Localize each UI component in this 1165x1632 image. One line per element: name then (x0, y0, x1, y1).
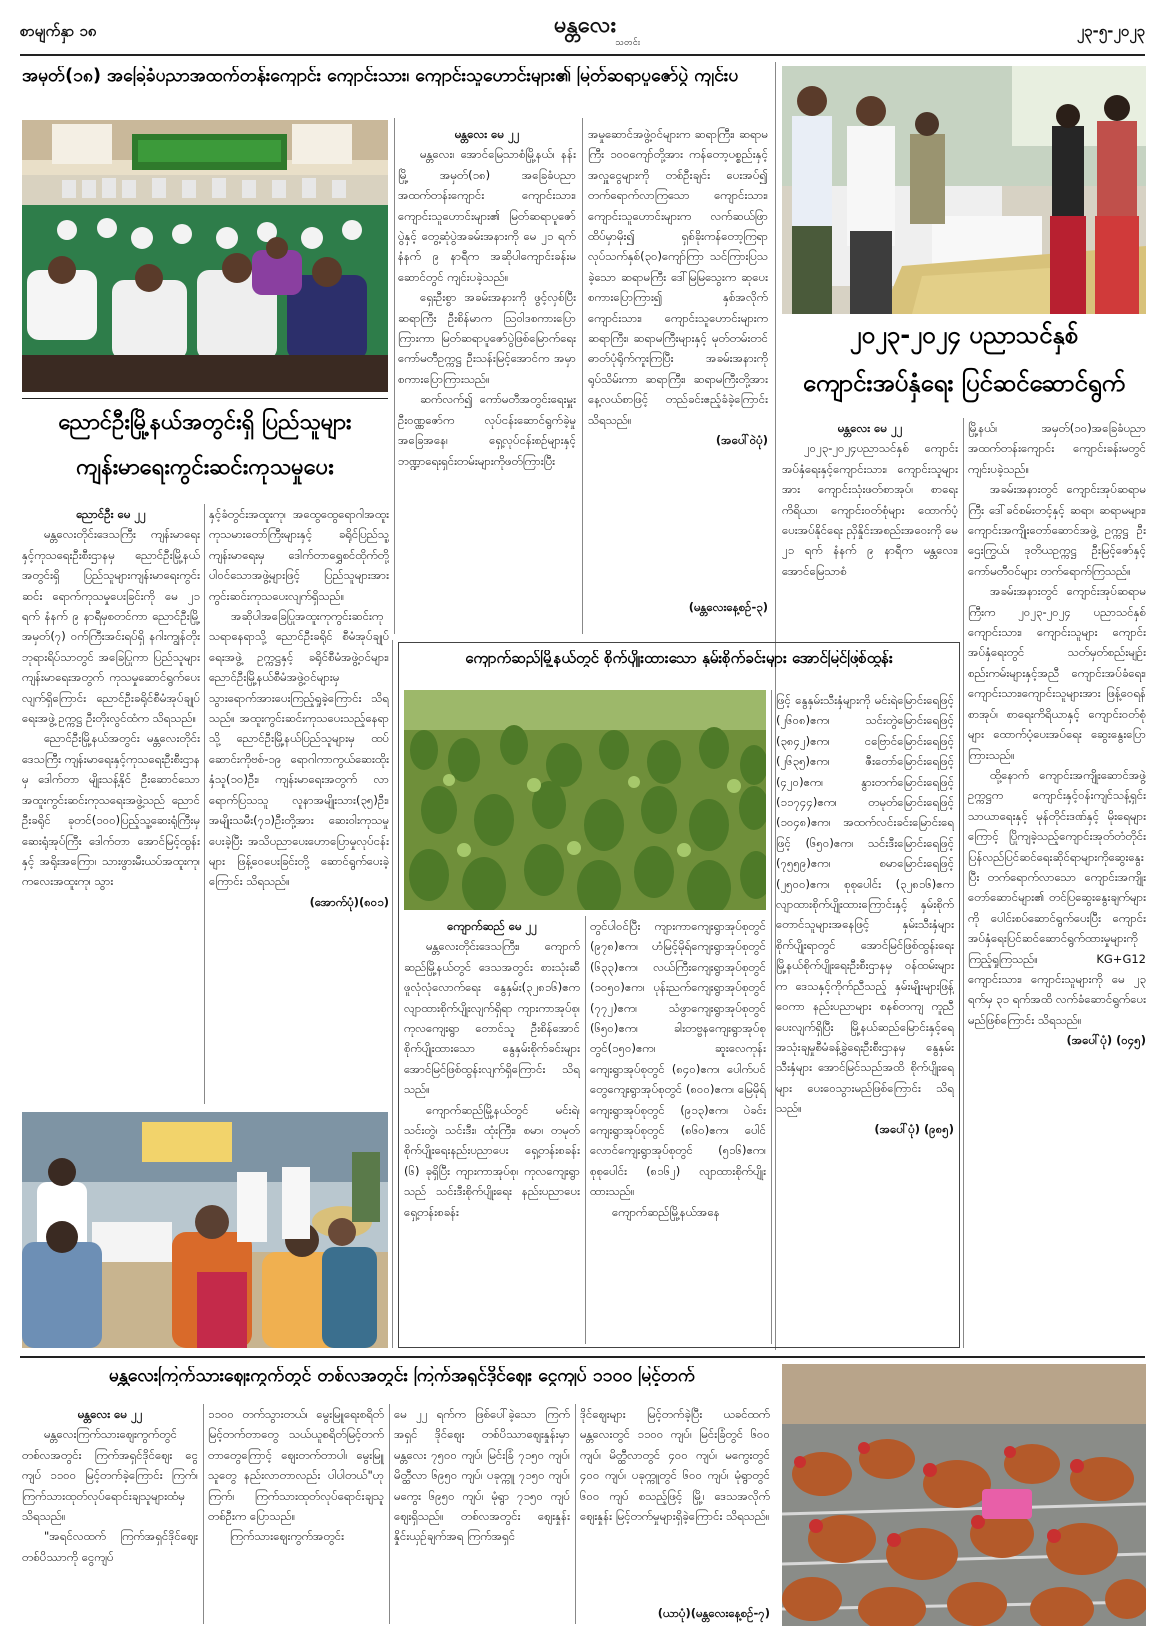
col-rule (203, 1404, 204, 1624)
story4-column-2 (590, 916, 766, 1346)
story3-column-1 (782, 418, 958, 618)
story1-paragraph: မန္တလေး၊ အောင်မြေသာစံမြို့နယ်၊ နန်းမြို့ အမှတ်(၁၈) အခြေခံပညာအထက်တန်းကျောင်း ကျောင်းသား၊ ကျောင်းသူဟောင်းများ၏ မြတ်ဆရာပူဇော်ပွဲနှင့် တွေ့ဆုံပွဲအခမ်းအနားကို မေ ၂၁ ရက် နံနက် ၉ နာရီက အဆိုပါကျောင်းခန်းမဆောင်တွင် ကျင်းပခဲ့သည်။ (398, 147, 576, 284)
story5-column-2 (208, 1404, 384, 1626)
story2-headline-line1: ညောင်ဦးမြို့နယ်အတွင်းရှိ ပြည်သူများ (58, 410, 352, 435)
story2-dateline: ညောင်ဦး မေ ၂၂ (76, 507, 146, 521)
logo-text: မန္တလေး (553, 12, 617, 38)
story1-column-1 (398, 124, 576, 634)
story2-column-2 (209, 504, 389, 1104)
col-rule (394, 118, 395, 634)
col-rule (204, 504, 205, 1104)
story2-paragraph: ညောင်ဦးမြို့နယ်အတွင်း မန္တလေးတိုင်းဒေသကြီး ကျန်းမာရေးနှင့်ကုသရေးဦးစီးဌာနမှ ဒေါက်တာ မျိုးသန့်နိုင် ဦးဆောင်သော အထူးကွင်းဆင်းကုသရေးအဖွဲ့သည် ညောင်ဦးခရိုင် ခုတင်(၁၀၀)ပြည့်သူ့ဆေးရုံကြီးမှ ဆေးရုံအုပ်ကြီး ဒေါက်တာ အောင်မြင့်ထွန်းနှင့် အရိုးအကြော၊ သားဖွားမီးယပ်အထူးကု၊ ကလေးအထူးကု၊ သွား (22, 731, 200, 889)
story1-dateline: မန္တလေး မေ ၂၂ (454, 127, 520, 141)
story5-credit: (ယာပုံ)(မန္တလေးနေ့စဉ်-၇) (657, 1606, 770, 1620)
logo-subtitle: သတင်း (615, 38, 640, 48)
masthead-rule (20, 54, 1145, 56)
story1-column-2 (588, 124, 768, 594)
story5-dateline: မန္တလေး မေ ၂၂ (77, 1407, 143, 1421)
story3-credit: (အပေါ်ပုံ) (၀၄၅) (1066, 1033, 1146, 1048)
story5-paragraph: "အရင်လထက် ကြက်အရှင်ဒိုင်ဈေး တစ်ပိဿာကို ငွေကျပ် (22, 1529, 198, 1564)
story4-column-3 (776, 690, 954, 1346)
col-rule (582, 118, 583, 634)
story5-column-1 (22, 1404, 198, 1626)
story2-paragraph: နှင့်ခံတွင်းအထူးကု၊ အထွေထွေရောဂါအထူးကုသမားတော်ကြီးများနှင့် ခရိုင်ပြည်သူ့ကျန်းမာရေးမှ ဒေါက်တာရွှေစင်ထိုက်တို့ပါဝင်သောအဖွဲ့များဖြင့် ပြည်သူများအား ကွင်းဆင်းကုသပေးလျက်ရှိသည်။ (209, 507, 389, 603)
story3-dateline: မန္တလေး မေ ၂၂ (837, 421, 903, 435)
story2-paragraph: မန္တလေးတိုင်းဒေသကြီး ကျန်းမာရေးနှင့်ကုသရေးဦးစီးဌာနမှ ညောင်ဦးမြို့နယ်အတွင်းရှိ ပြည်သူများကျန်းမာရေးကွင်းဆင်း ရောက်ကုသမှုပေးခြင်းကို မေ ၂၁ ရက် နံနက် ၉ နာရီမှစတင်ကာ ညောင်ဦးမြို့ အမှတ်(၇) ဝက်ကြီးအင်းရပ်ရှိ နဂါးကျွန်တိုးဘုရားရိပ်သာတွင် အခြေပြုကာ ပြည်သူများ ကျန်းမာရေးအတွက် ကုသမှုဆောင်ရွက်ပေးလျက်ရှိကြောင်း ညောင်ဦးခရိုင်စီမံအုပ်ချုပ်ရေးအဖွဲ့ ဥက္ကဋ္ဌ ဦးတိုးလွင်ထံက သိရသည်။ (22, 527, 200, 726)
story3-paragraph: ထို့နောက် ကျောင်းအကျိုးဆောင်အဖွဲ့ဥက္ကဋ္ဌက ကျောင်းနှင့်ဝန်းကျင်သန့်ရှင်းသာယာရေးနှင့် မုန်တိုင်းဒဏ်နှင့် မိုးရေများကြောင့် ပြိုကျခဲ့သည့်ကျောင်းအုတ်တံတိုင်း ပြန်လည်ပြင်ဆင်ရေးဆိုင်ရာများကိုဆွေးနွေးပြီး တက်ရောက်လာသော ကျောင်းအကျိုးတော်ဆောင်များ၏ တင်ပြဆွေးနွေးချက်များကို ပေါင်းစပ်ဆောင်ရွက်ပေးပြီး ကျောင်းအပ်နှံရေးပြင်ဆင်ဆောင်ရွက်ထားမှုများကို ကြည့်ရှုကြသည်။ KG+G12 ကျောင်းသား၊ ကျောင်းသူများကို မေ ၂၃ ရက်မှ ၃၁ ရက်အထိ လက်ခံဆောင်ရွက်ပေးမည်ဖြစ်ကြောင်း သိရသည်။ (968, 767, 1146, 1027)
story4-paragraph: မန္တလေးတိုင်းဒေသကြီး၊ ကျောက်ဆည်မြို့နယ်တွင် ဒေသအတွင်း စားသုံးဆီ ဖူလုံလုံလောက်ရေး နွေနှမ်း(၃၂၈၁၆)ဧက လျာထားစိုက်ပျိုးလျက်ရှိရာ ကျားကာအုပ်စု၊ ကုလကျေးရွာ တောင်သူ ဦးစိန်အောင် စိုက်ပျိုးထားသော နွေနှမ်းစိုက်ခင်းများ အောင်မြင်ဖြစ်ထွန်းလျက်ရှိကြောင်း သိရသည်။ (404, 939, 580, 1097)
story1-credit-b: (မန္တလေးနေ့စဉ်-၃) (688, 600, 768, 614)
story2-column-1 (22, 504, 200, 1104)
story3-paragraph: အခမ်းအနားတွင် ကျောင်းအုပ်ဆရာမကြီးက ၂၀၂၃-၂၀၂၄ ပညာသင်နှစ် ကျောင်းသား၊ ကျောင်းသူများ ကျောင်းအပ်နှံရေးတွင် သတ်မှတ်စည်းမျဉ်းစည်းကမ်းများနှင့်အညီ ကျောင်းအပ်ခံရေး၊ ကျောင်းသား၊ကျောင်းသူများအား ဖြန့်ဝေရန်စာအုပ်၊ စာရေးကိရိယာနှင့် ကျောင်းဝတ်စုံများ ထောက်ပံ့ပေးအပ်ရေး ဆွေးနွေးပြောကြားသည်။ (968, 584, 1146, 762)
story4-paragraph: ကျောက်ဆည်မြို့နယ်အနေ (612, 1204, 720, 1219)
story2-paragraph: အဆိုပါအခြေပြုအထူးကုကွင်းဆင်းကုသရာနေရာသို့ ညောင်ဦးခရိုင် စီမံအုပ်ချုပ်ရေးအဖွဲ့ ဥက္ကဋ္ဌနှင့် ခရိုင်စီမံအဖွဲ့ဝင်များ၊ ညောင်ဦးမြို့နယ်စီမံအဖွဲ့ဝင်များမှ သွားရောက်အားပေးကြည့်ရှုခဲ့ကြောင်း သိရသည်။ အထူးကွင်းဆင်းကုသပေးသည့်နေရာသို့ ညောင်ဦးမြို့နယ်ပြည်သူများမှ ထပ်ဆောင်းကိုဗစ်-၁၉ ရောဂါကာကွယ်ဆေးထိုးနှံသူ(၁၀)ဦး၊ ကျန်းမာရေးအတွက် လာရောက်ပြသသူ လူနာအမျိုးသား(၃၅)ဦး၊ အမျိုးသမီး(၇၁)ဦးတို့အား ဆေးဝါးကုသမှုပေးခဲ့ပြီး အသိပညာပေးဟောပြောမှုလုပ်ငန်းများ ဖြန့်ဝေပေးခြင်းတို့ ဆောင်ရွက်ပေးခဲ့ကြောင်း သိရသည်။ (209, 609, 389, 889)
story4-paragraph: ဖြင့် နွေနှမ်းသီးနှံများကို မင်းရဲမြောင်းရေဖြင့် (၂၆၀၈)ဧက၊ သင်းတွဲမြောင်းရေဖြင့် (၃၈၄၂)ဧက၊ ငဗြောင်မြောင်းရေဖြင့် (၂၆၃၅)ဧက၊ ဇီးတော်မြောင်းရေဖြင့် (၄၂၀)ဧက၊ နွားတက်မြောင်းရေဖြင့် (၁၁၇၄၄)ဧက၊ တမုတ်မြောင်းရေဖြင့် (၁၀၄၈)ဧက၊ အထက်လင်းခင်းမြောင်းရေဖြင့် (၆၅၀)ဧက၊ သင်းဒီးမြောင်းရေဖြင့် (၇၅၅၉)ဧက၊ စမာမြောင်းရေဖြင့် (၂၅၀၀)ဧက၊ စုစုပေါင်း (၃၂၈၁၆)ဧက လျာထားစိုက်ပျိုးထားကြောင်းနှင့် နှမ်းစိုက်တောင်သူများအနေဖြင့် နှမ်းသီးနှံများစိုက်ပျိုးရာတွင် အောင်မြင်ဖြစ်ထွန်းရေး မြို့နယ်စိုက်ပျိုးရေးဦးစီးဌာနမှ ဝန်ထမ်းများက ဒေသနှင့်ကိုက်ညီသည့် နှမ်းမျိုးများဖြန့်ဝေကာ နည်းပညာများ စနစ်တကျ ကူညီပေးလျက်ရှိပြီး မြို့နယ်ဆည်မြောင်းနှင့်ရေအသုံးချမှုစီမံခန့်ခွဲရေးဦးစီးဌာနမှ နွေနှမ်းသီးနှံများ အောင်မြင်သည်အထိ စိုက်ပျိုးရေများ ပေးဝေသွားမည်ဖြစ်ကြောင်း သိရသည်။ (776, 693, 954, 1116)
story1-credit-a: (အပေါ်ဝဲပုံ) (715, 433, 768, 448)
story3-headline-line2: ကျောင်းအပ်နှံရေး ပြင်ဆင်ဆောင်ရွက် (802, 369, 1126, 397)
page-number: စာမျက်နှာ ၁၈ (20, 22, 97, 40)
col-rule (771, 690, 772, 1344)
story1-paragraph: ဆက်လက်၍ ကော်မတီအတွင်းရေးမှူး ဦးဝဏ္ဏဇော်က လုပ်ငန်းဆောင်ရွက်ခဲ့မှုအခြေအနေ၊ ရှေ့လုပ်ငန်းစဉ်များနှင့် ဘဏ္ဍာရေးရှင်းတမ်းများကိုဖတ်ကြားပြီး (398, 392, 576, 468)
story4-dateline: ကျောက်ဆည် မေ ၂၂ (447, 919, 537, 933)
masthead (20, 14, 1145, 54)
story5-paragraph: ကြက်သားဈေးကွက်အတွင်း (230, 1529, 345, 1544)
masthead-logo (530, 10, 640, 50)
story4-paragraph: တွင်ပါဝင်ပြီး ကျားကာကျေးရွာအုပ်စုတွင် (၉၇၈)ဧက၊ ဟံမြင့်မိုရ်ကျေးရွာအုပ်စုတွင် (၆၃၃)ဧက၊ လယ်ကြီးကျေးရွာအုပ်စုတွင် (၁၀၅၀)ဧက၊ ပုန်းညက်ကျေးရွာအုပ်စုတွင် (၇၇၂)ဧက၊ သံဖွာကျေးရွာအုပ်စုတွင် (၆၅၀)ဧက၊ ခါးတဗ္ဗနကျေးရွာအုပ်စုတွင်(၁၅၀)ဧက၊ ဆူးလေကုန်းကျေးရွာအုပ်စုတွင် (၈၄၀)ဧက၊ ပေါက်ပင်တွေကျေးရွာအုပ်စုတွင် (၈၀၀)ဧက၊ မြေမိုရ်ကျေးရွာအုပ်စုတွင် (၉၁၃)ဧက၊ ပဲခင်းကျေးရွာအုပ်စုတွင် (၈၆၀)ဧက၊ ပေါင်လောင်ကျေးရွာအုပ်စုတွင် (၅၁၆)ဧက၊ စုစုပေါင်း (၈၁၆၂) လျာထားစိုက်ပျိုးထားသည်။ (590, 919, 766, 1199)
story3-column-2 (968, 418, 1146, 1348)
story4-credit: (အပေါ်ပုံ) (၉၈၅) (874, 1121, 954, 1136)
story5-column-3 (394, 1404, 570, 1626)
story5-paragraph: မေ ၂၂ ရက်က ဖြစ်ပေါ်ခဲ့သော ကြက်အရှင် ဒိုင်ဈေး တစ်ပိဿာဈေးနှုန်းမှာ မန္တလေး ၇၅၀၀ ကျပ်၊ မြင်းခြံ ၇၁၅၀ ကျပ်၊ မိတ္ထီလာ ၆၉၅၀ ကျပ်၊ ပခုက္ကူ ၇၁၅၀ ကျပ်၊ မကွေး ၆၉၅၀ ကျပ်၊ မုံရွာ ၇၁၅၀ ကျပ် ဈေးရှိသည်။ တစ်လအတွင်း ဈေးနှုန်း နှိုင်းယှဉ်ချက်အရ ကြက်အရှင် (394, 1407, 570, 1544)
story5-headline: မန္တလေးကြက်သားဈေးကွက်တွင် တစ်လအတွင်း ကြက်အရှင်ဒိုင်ဈေး ငွေကျပ် ၁၁၀၀ မြင့်တက် (108, 1366, 696, 1386)
col-rule (392, 640, 393, 1348)
story1-headline: အမှတ်(၁၈) အခြေခံပညာအထက်တန်းကျောင်း ကျောင်းသား၊ ကျောင်းသူဟောင်းများ၏ မြတ်ဆရာပူဇော်ပွဲ ကျင်းပ (22, 66, 739, 86)
ceremony-photo (22, 120, 388, 392)
story3-headline-line1: ၂၀၂၃-၂၀၂၄ ပညာသင်နှစ် (849, 321, 1079, 349)
story4-column-1 (404, 916, 580, 1346)
chicken-farm-photo (782, 1364, 1146, 1626)
issue-date: ၂၃-၅-၂၀၂၃ (1076, 22, 1145, 40)
story4-paragraph: ကျောက်ဆည်မြို့နယ်တွင် မင်းရဲ၊ သင်းတွဲ၊ သင်းဒီး၊ ထုံးကြီး၊ စမာ၊ တမုတ် စိုက်ပျိုးရေးနည်းပညာပေး ရှေ့တန်းစခန်း (၆) ခုရှိပြီး ကျားကာအုပ်စု၊ ကုလကျေးရွာသည် သင်းဒီးစိုက်ပျိုးရေး နည်းပညာပေး ရှေ့တန်းစခန်း (404, 1102, 580, 1219)
story3-paragraph: အခမ်းအနားတွင် ကျောင်းအုပ်ဆရာမကြီး ဒေါ်ခင်စမ်းတင့်နှင့် ဆရာ၊ ဆရာမများ၊ ကျောင်းအကျိုးတော်ဆောင်အဖွဲ့ ဥက္ကဋ္ဌ ဦးဌေးကြွယ်၊ ဒုတိယဥက္ကဋ္ဌ ဦးမြင့်ဇော်နှင့် ကော်မတီဝင်များ တက်ရောက်ကြသည်။ (968, 482, 1146, 578)
story2-credit: (အောက်ပုံ)(၈၀၁) (309, 894, 389, 909)
col-rule (389, 1404, 390, 1624)
story5-paragraph: ဒိုင်ဈေးများ မြင့်တက်ခဲ့ပြီး ယခင်ထက် မန္တလေးတွင် ၁၁၀၀ ကျပ်၊ မြင်းခြံတွင် ၆၀၀ ကျပ်၊ မိတ္ထီလာတွင် ၄၀၀ ကျပ်၊ မကွေးတွင် ၄၀၀ ကျပ်၊ ပခုက္ကူတွင် ၆၀၀ ကျပ်၊ မုံရွာတွင် ၆၀၀ ကျပ် စသည့်ဖြင့် မြို့၊ ဒေသအလိုက် ဈေးနှုန်း မြင့်တက်မှုများရှိခဲ့ကြောင်း သိရသည်။ (580, 1407, 770, 1524)
story3-paragraph: မြို့နယ်၊ အမှတ်(၁၀)အခြေခံပညာအထက်တန်းကျောင်း ကျောင်းခန်းမတွင် ကျင်းပခဲ့သည်။ (968, 421, 1146, 476)
sesame-field-photo (404, 690, 766, 910)
story5-paragraph: ၁၁၀၀ တက်သွားတယ်၊ မွေးမြူရေးစရိတ် မြင့်တက်တာတွေ သယ်ယူစရိတ်မြင့်တက်တာတွေကြောင့် ဈေးတက်တာပါ၊ မွေးမြူသူတွေ နည်းလာတာလည်း ပါပါတယ်"ဟု ကြက်၊ ကြက်သားထုတ်လုပ်ရောင်းချသူတစ်ဦးက ပြောသည်။ (208, 1407, 384, 1524)
col-rule (963, 418, 964, 1348)
medical-camp-photo (22, 1112, 388, 1348)
story4-headline: ကျောက်ဆည်မြို့နယ်တွင် စိုက်ပျိုးထားသော နှမ်းစိုက်ခင်းများ အောင်မြင်ဖြစ်ထွန်း (465, 650, 893, 667)
story2-headline-line2: ကျန်းမာရေးကွင်းဆင်းကုသမှုပေး (76, 455, 334, 480)
col-rule (585, 916, 586, 1344)
bottom-section-rule (20, 1356, 1145, 1358)
story1-paragraph: ရှေးဦးစွာ အခမ်းအနားကို ဖွင့်လှစ်ပြီး ဆရာကြီး ဦးစိန်မာက သြဝါဒစကားပြောကြားကာ မြတ်ဆရာပူဇော်ပွဲဖြစ်မြောက်ရေး ကော်မတီဥက္ကဋ္ဌ ဦးသန်းမြင့်အောင်က အမှာစကားပြောကြားသည်။ (398, 290, 576, 386)
story3-paragraph: ၂၀၂၃-၂၀၂၄ပညာသင်နှစ် ကျောင်းအပ်နှံရေးနှင့်ကျောင်းသား၊ ကျောင်းသူများအား ကျောင်းသုံးဖတ်စာအုပ်၊ စာရေးကိရိယာ၊ ကျောင်းဝတ်စုံများ ထောက်ပံ့ပေးအပ်နိုင်ရေး ညှိနှိုင်းအစည်းအဝေးကို မေ ၂၁ ရက် နံနက် ၉ နာရီက မန္တလေး၊ အောင်မြေသာစံ (782, 441, 958, 578)
story1-photo-rule (22, 398, 388, 399)
story1-paragraph: အမှုဆောင်အဖွဲ့ဝင်များက ဆရာကြီး၊ ဆရာမကြီး ၁၀၀ကျော်တို့အား ကန်တော့ပစ္စည်းနှင့် အလှူငွေများကို တစ်ဦးချင်း ပေးအပ်၍ တက်ရောက်လာကြသော ကျောင်းသား၊ ကျောင်းသူဟောင်းများက လက်ဆယ်ဖြာထိပ်မှာမိုး၍ ရှစ်ခိုးကန်တော့ကြရာ လုပ်သက်နှစ်(၃၀)ကျော်ကြာ သင်ကြားပြသခဲ့သော ဆရာမကြီး ဒေါ်မြမြသွေးက ဆုပေးစကားပြောကြား၍ နှစ်အလိုက် ကျောင်းသား၊ ကျောင်းသူဟောင်းများက ဆရာကြီး၊ ဆရာမကြီးများနှင့် မုတ်တမ်းတင် ဓာတ်ပုံရိုက်ကူးကြပြီး အခမ်းအနားကို ရုပ်သိမ်းကာ ဆရာကြီး၊ ဆရာမကြီးတို့အား နေ့လယ်စာဖြင့် တည်ခင်းဧည့်ခံခဲ့ကြောင်း သိရသည်။ (588, 127, 768, 427)
story5-paragraph: မန္တလေးကြက်သားဈေးကွက်တွင် တစ်လအတွင်း ကြက်အရှင်ဒိုင်ဈေး ငွေကျပ် ၁၁၀၀ မြင့်တက်ခဲ့ကြောင်း ကြက်၊ ကြက်သားထုတ်လုပ်ရောင်းချသူများထံမှ သိရသည်။ (22, 1427, 198, 1524)
col-rule (575, 1404, 576, 1624)
school-prep-photo (782, 66, 1146, 314)
story5-column-4 (580, 1404, 770, 1604)
